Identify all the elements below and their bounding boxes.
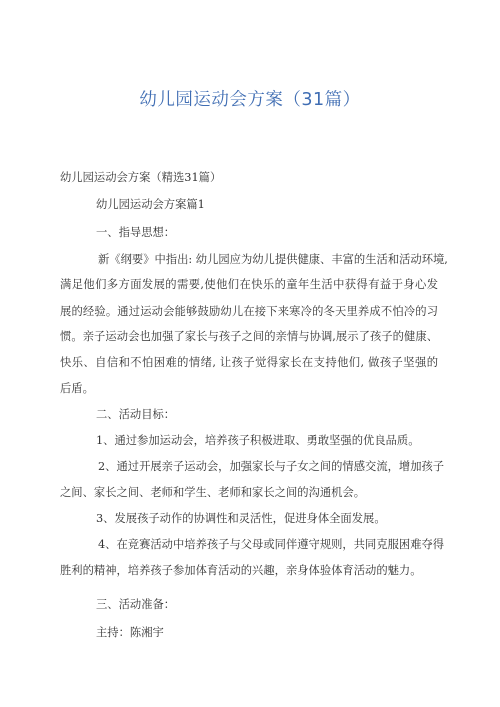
paragraph-line: 展的经验。通过运动会能够鼓励幼儿在接下来寒冷的冬天里养成不怕冷的习 [60, 305, 438, 318]
paragraph-line: 新《纲要》中指出: 幼儿园应为幼儿提供健康、丰富的生活和活动环境, [98, 253, 448, 266]
document-title: 幼儿园运动会方案（31篇） [139, 90, 361, 110]
goal-item: 3、发展孩子动作的协调性和灵活性，促进身体全面发展。 [96, 512, 386, 525]
goal-item-continuation: 之间、家长之间、老师和学生、老师和家长之间的沟通机会。 [60, 486, 366, 499]
paragraph-line: 惯。亲子运动会也加强了家长与孩子之间的亲情与协调,展示了孩子的健康、 [60, 330, 438, 343]
section-heading-guiding-thought: 一、指导思想： [96, 226, 176, 239]
goal-item: 2、通过开展亲子运动会，加强家长与子女之间的情感交流，增加孩子 [98, 460, 445, 473]
goal-item-continuation: 胜利的精神，培养孩子参加体育活动的兴趣，亲身体验体育活动的魅力。 [60, 564, 422, 577]
paragraph-line: 后盾。 [60, 382, 94, 395]
goal-item: 1、通过参加运动会，培养孩子积极进取、勇敢坚强的优良品质。 [96, 434, 420, 447]
paragraph-line: 快乐、自信和不怕困难的情绪, 让孩子觉得家长在支持他们, 做孩子坚强的 [60, 356, 438, 369]
document-subtitle: 幼儿园运动会方案（精选31篇） [60, 171, 222, 184]
section-heading-activity-preparation: 三、活动准备： [96, 598, 176, 611]
host-line: 主持：陈湘宇 [96, 626, 164, 639]
article-heading: 幼儿园运动会方案篇1 [96, 198, 205, 211]
paragraph-line: 满足他们多方面发展的需要,使他们在快乐的童年生活中获得有益于身心发 [60, 278, 438, 291]
section-heading-activity-goals: 二、活动目标： [96, 408, 176, 421]
goal-item: 4、在竞赛活动中培养孩子与父母或同伴遵守规则，共同克服困难夺得 [98, 538, 445, 551]
